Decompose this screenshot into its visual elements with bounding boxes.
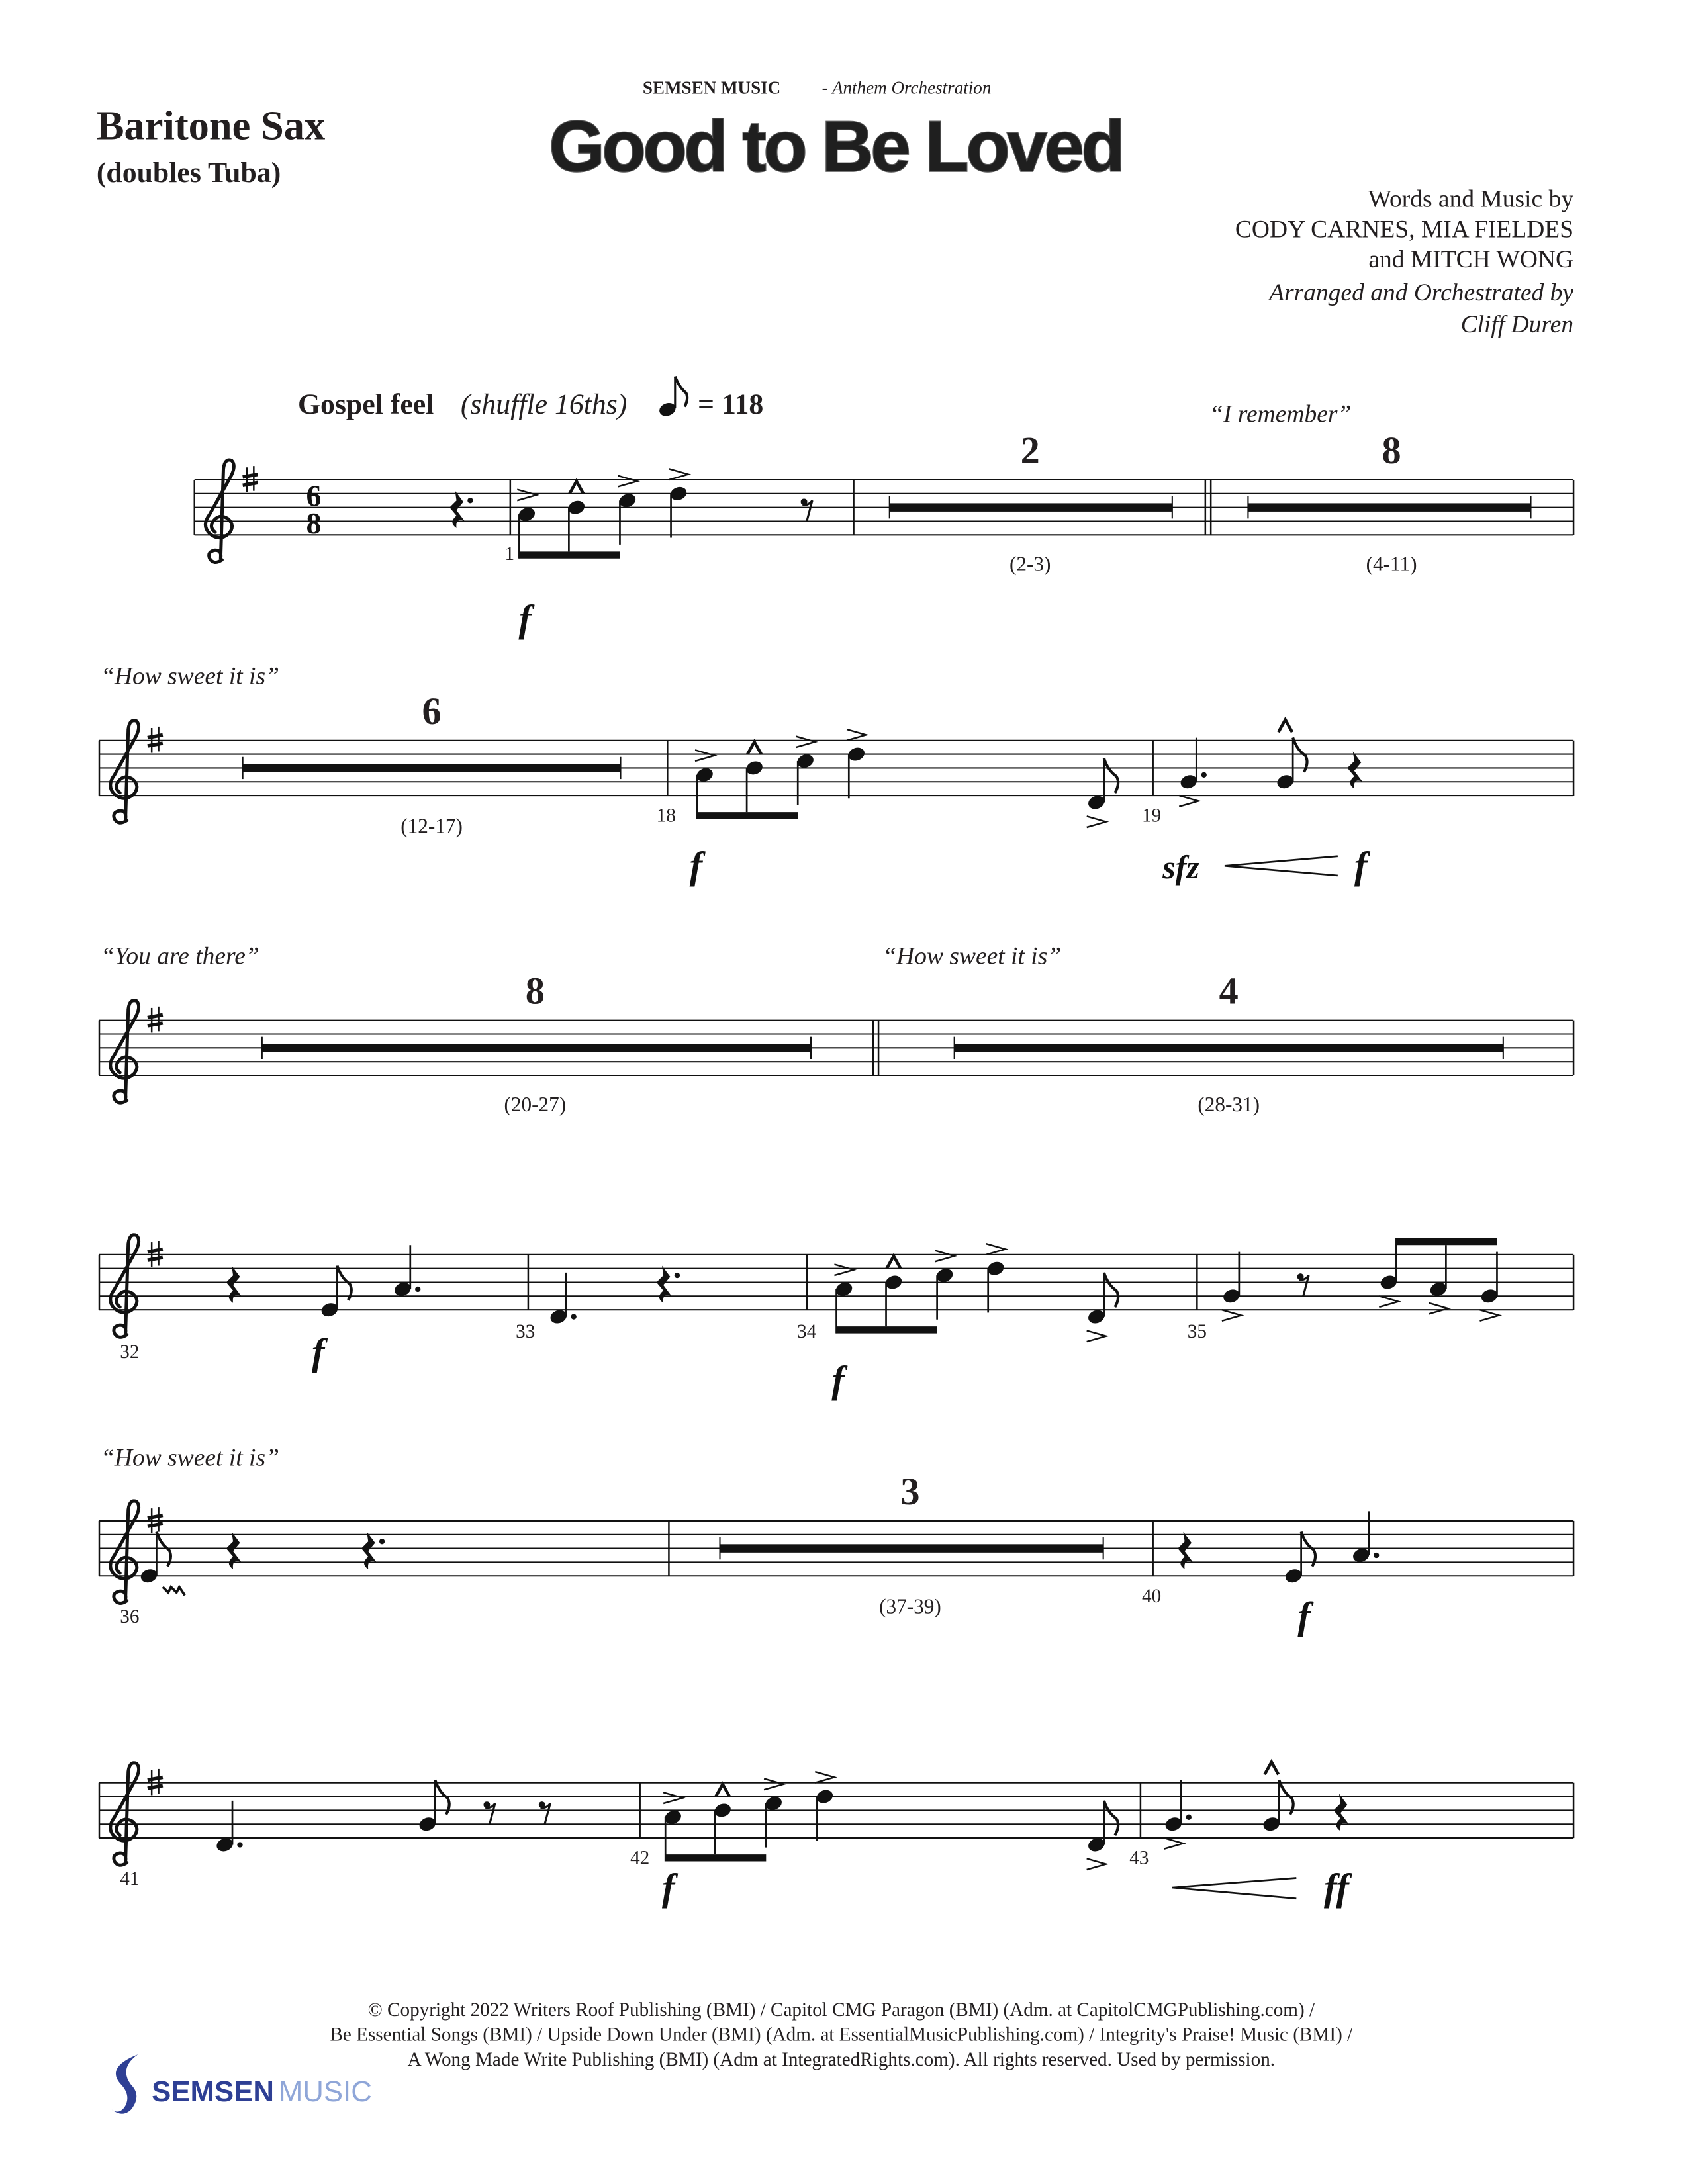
marcato-mark [716, 1784, 729, 1797]
measure-number: 43 [1129, 1847, 1149, 1869]
marcato-mark [887, 1256, 901, 1269]
augmentation-dot [1186, 1815, 1192, 1820]
composers-line: and MITCH WONG [1368, 246, 1574, 274]
series-label: - Anthem Orchestration [821, 77, 992, 98]
measure-number: 32 [120, 1342, 140, 1363]
dynamic-marking: f [1297, 1594, 1311, 1637]
credits-line: Words and Music by [1368, 185, 1574, 213]
quarter-rest-icon [449, 491, 465, 528]
key-signature-sharp-icon [148, 1257, 163, 1260]
treble-clef-icon [111, 1001, 139, 1103]
lyric-cue: “I remember” [1209, 400, 1352, 428]
dynamic-marking: ff [1324, 1865, 1349, 1909]
instrument-note: (doubles Tuba) [96, 157, 281, 189]
arranger-label: Arranged and Orchestrated by [1269, 279, 1574, 307]
marcato-mark [1278, 720, 1292, 733]
multirest-count: 4 [1219, 969, 1239, 1013]
quarter-rest-icon [1347, 751, 1362, 788]
dynamic-marking: f [689, 844, 703, 887]
augmentation-dot [379, 1539, 385, 1544]
multirest-bar [1248, 503, 1530, 512]
multirest-range: (2-3) [1009, 552, 1051, 576]
augmentation-dot [415, 1287, 420, 1292]
augmentation-dot [237, 1842, 242, 1847]
multirest-range: (12-17) [400, 814, 463, 838]
key-signature-sharp-icon [243, 482, 258, 485]
multirest-range: (28-31) [1197, 1093, 1260, 1116]
accent-mark [764, 1779, 783, 1790]
accent-mark [1087, 1330, 1106, 1342]
key-signature-sharp-icon [148, 1786, 163, 1788]
copyright-line: © Copyright 2022 Writers Roof Publishing (BMI) / Capitol CMG Paragon (BMI) (Adm. at CapitolCMGPublishing.com) / [367, 1999, 1315, 2021]
composers-line: CODY CARNES, MIA FIELDES [1235, 216, 1574, 244]
multirest-range: (20-27) [504, 1093, 567, 1116]
eighth-note-icon [657, 377, 687, 418]
treble-clef-icon [205, 460, 234, 563]
quarter-rest-icon [361, 1532, 377, 1569]
accent-mark [1379, 1296, 1398, 1307]
measure-number: 34 [797, 1320, 817, 1342]
accent-mark [517, 490, 536, 501]
quarter-rest-icon [657, 1266, 672, 1303]
beam [697, 812, 798, 819]
semsen-music-logo [112, 2054, 372, 2114]
key-signature-sharp-icon [148, 743, 163, 746]
beam [519, 551, 620, 558]
accent-mark [1087, 816, 1106, 827]
crescendo-hairpin [1225, 856, 1338, 876]
dynamic-marking: f [311, 1330, 325, 1374]
augmentation-dot [675, 1273, 680, 1278]
multirest-range: (4-11) [1366, 552, 1417, 576]
key-signature-sharp-icon [148, 1250, 163, 1252]
arranger-name: Cliff Duren [1460, 311, 1574, 339]
accent-mark [796, 737, 815, 748]
lyric-cue: “How sweet it is” [101, 662, 279, 690]
measure-number: 18 [656, 805, 676, 827]
tempo-feel: (shuffle 16ths) [460, 388, 628, 421]
key-signature-sharp-icon [148, 1015, 163, 1017]
augmentation-dot [1374, 1553, 1379, 1558]
note-flag [1104, 758, 1118, 793]
measure-number: 33 [516, 1320, 536, 1342]
time-signature-bottom: 8 [306, 506, 322, 541]
accent-mark [663, 1792, 682, 1803]
fall-squiggle [163, 1587, 185, 1596]
marcato-mark [747, 742, 761, 754]
measure-number: 1 [504, 543, 515, 565]
marcato-mark [569, 481, 583, 494]
tempo-style: Gospel feel [298, 388, 434, 421]
quarter-rest-icon [1178, 1532, 1193, 1569]
accent-mark [935, 1251, 955, 1262]
copyright-line: A Wong Made Write Publishing (BMI) (Adm at IntegratedRights.com). All rights reserved. Used by permission. [407, 2048, 1276, 2070]
key-signature-sharp-icon [148, 1777, 163, 1780]
key-signature-sharp-icon [148, 735, 163, 737]
accent-mark [669, 469, 688, 480]
dynamic-marking: f [662, 1865, 675, 1909]
augmentation-dot [1201, 772, 1207, 778]
accent-mark [986, 1244, 1006, 1255]
dynamic-marking: f [518, 597, 532, 641]
multirest-bar [720, 1544, 1103, 1553]
multirest-bar [955, 1044, 1503, 1052]
accent-mark [695, 750, 714, 761]
publisher-label: SEMSEN MUSIC [642, 77, 781, 98]
logo-text-light: MUSIC [278, 2075, 372, 2108]
multirest-count: 6 [422, 689, 442, 733]
lyric-cue: “How sweet it is” [101, 1444, 279, 1472]
accent-mark [815, 1772, 834, 1783]
accent-mark [618, 476, 637, 487]
multirest-bar [243, 764, 621, 772]
measure-number: 41 [120, 1868, 140, 1889]
dynamic-marking: f [1354, 844, 1368, 887]
treble-clef-icon [111, 1763, 139, 1866]
accent-mark [834, 1264, 853, 1275]
quarter-rest-icon [226, 1266, 242, 1303]
measure-number: 35 [1187, 1320, 1207, 1342]
dynamic-marking: sfz [1162, 848, 1199, 886]
treble-clef-icon [111, 1501, 139, 1604]
quarter-rest-icon [1334, 1794, 1349, 1831]
multirest-bar [890, 503, 1172, 512]
multirest-range: (37-39) [879, 1594, 941, 1618]
lyric-cue: “How sweet it is” [882, 942, 1062, 970]
accent-mark [1429, 1303, 1448, 1314]
measure-number: 40 [1142, 1585, 1162, 1607]
key-signature-sharp-icon [148, 1524, 163, 1526]
multirest-bar [262, 1044, 811, 1052]
key-signature-sharp-icon [243, 475, 258, 477]
multirest-count: 2 [1020, 429, 1040, 473]
augmentation-dot [571, 1314, 577, 1319]
multirest-count: 8 [525, 969, 545, 1013]
dynamic-marking: f [831, 1358, 845, 1402]
key-signature-sharp-icon [148, 1516, 163, 1518]
notation-layer [99, 460, 1573, 1870]
measure-number: 42 [630, 1847, 650, 1869]
accent-mark [1087, 1858, 1106, 1870]
beam [1396, 1238, 1497, 1245]
marcato-mark [1264, 1762, 1278, 1775]
copyright-line: Be Essential Songs (BMI) / Upside Down Under (BMI) (Adm. at EssentialMusicPublishing.com) / Integrity's Praise! Music (BMI) / [330, 2024, 1353, 2046]
accent-mark [1179, 796, 1198, 807]
augmentation-dot [467, 498, 473, 503]
multirest-count: 8 [1382, 429, 1401, 473]
accent-mark [1222, 1310, 1241, 1321]
time-signature-top: 6 [306, 478, 322, 513]
measure-number: 19 [1142, 805, 1162, 827]
multirest-count: 3 [900, 1469, 920, 1513]
accent-mark [1164, 1838, 1183, 1849]
accent-mark [847, 729, 866, 741]
lyric-cue: “You are there” [101, 942, 259, 970]
key-signature-sharp-icon [148, 1023, 163, 1026]
measure-number: 36 [120, 1606, 140, 1628]
tempo-bpm: = 118 [698, 388, 764, 421]
note-flag [337, 1266, 351, 1300]
quarter-rest-icon [226, 1532, 242, 1569]
accent-mark [1479, 1310, 1499, 1321]
crescendo-hairpin [1172, 1878, 1297, 1899]
logo-text-bold: SEMSEN [152, 2075, 274, 2108]
note-flag [1104, 1273, 1118, 1307]
note-flag [1104, 1801, 1118, 1835]
song-title: Good to Be Loved [549, 106, 1123, 187]
beam [837, 1326, 937, 1333]
instrument-name: Baritone Sax [96, 102, 326, 149]
beam [665, 1854, 766, 1861]
treble-clef-icon [111, 721, 139, 823]
treble-clef-icon [111, 1235, 139, 1338]
